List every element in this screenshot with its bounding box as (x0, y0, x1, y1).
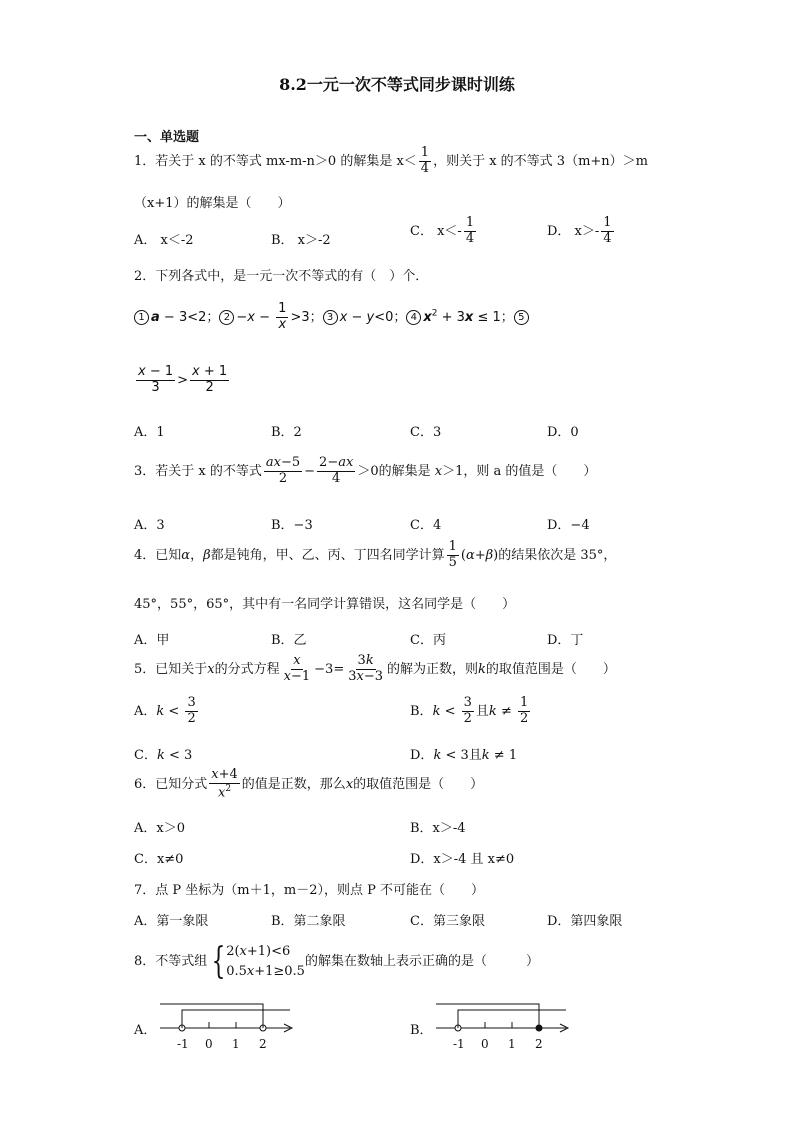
question-4-line-1: 4．已知α，β都是钝角，甲、乙、丙、丁四名同学计算 $\frac{1}{5}$ (α+β)的结果依次是 35°， (134, 539, 617, 570)
svg-text:2: 2 (535, 1037, 543, 1051)
q1-option-a: A． x＜-2 (134, 233, 194, 248)
q1-option-b: B． x＞-2 (271, 233, 331, 248)
q4-option-d: D．丁 (547, 633, 584, 648)
q1-option-d: D． x＞- $\frac{1}{4}$ (547, 215, 612, 246)
question-8-stem: 8．不等式组 { 2(x+1)<6 0.5x+1≥0.5 的解集在数轴上表示正确的是（ ） (134, 940, 539, 982)
q7-option-b: B．第二象限 (271, 914, 346, 929)
question-2-expressions: 1 a − 3<2； 2 −x − $\frac{1}{x}$ >3； 3 x − y<0； 4 $x^2 + 3x \le 1$； 5 (134, 302, 531, 333)
q5-option-b: B．k < $\frac{3}{2}$ 且k ≠ $\frac{1}{2}$ (410, 695, 529, 726)
q5-option-c: C．k < 3 (134, 748, 193, 763)
q2-option-a: A．1 (134, 425, 165, 440)
section-heading: 一、单选题 (134, 130, 200, 145)
question-3-stem: 3．若关于 x 的不等式 $\frac{ax-5}{2}$ − $\frac{2-ax}{4}$ ＞0的解集是 x＞1，则 a 的值是（ ） (134, 455, 597, 486)
question-6-stem: 6．已知分式 $\frac{x+4}{x^2}$ 的值是正数，那么x的取值范围是（ ） (134, 767, 484, 801)
q2-option-b: B．2 (271, 425, 302, 440)
q3-option-b: B．−3 (271, 518, 313, 533)
svg-text:-1: -1 (453, 1037, 465, 1051)
question-2-stem: 2．下列各式中，是一元一次不等式的有（ ）个． (134, 269, 429, 284)
q8-option-b-number-line (426, 998, 576, 1056)
q4-option-a: A．甲 (134, 633, 170, 648)
q7-option-a: A．第一象限 (134, 914, 209, 929)
q6-option-c: C．x≠0 (134, 852, 184, 867)
question-5-stem: 5．已知关于x的分式方程 $\frac{x}{x-1}$ −3= $\frac{3k}{3x-3}$ 的解为正数，则k的取值范围是（ ） (134, 653, 616, 684)
q2-option-c: C．3 (410, 425, 442, 440)
q8-option-a-number-line (150, 998, 300, 1056)
svg-text:1: 1 (232, 1037, 240, 1051)
page-title: 8.2一元一次不等式同步课时训练 (279, 75, 515, 94)
question-7-stem: 7．点 P 坐标为（m＋1，m－2），则点 P 不可能在（ ） (134, 883, 484, 898)
svg-text:1: 1 (508, 1037, 516, 1051)
svg-text:0: 0 (481, 1037, 489, 1051)
svg-text:0: 0 (205, 1037, 213, 1051)
q3-option-d: D．−4 (547, 518, 590, 533)
q6-option-b: B．x＞-4 (410, 821, 466, 836)
q5-option-d: D．k < 3且k ≠ 1 (410, 748, 518, 763)
q7-option-d: D．第四象限 (547, 914, 623, 929)
q1-option-c: C． x＜- $\frac{1}{4}$ (410, 215, 475, 246)
question-1-line-2: （x+1）的解集是（ ） (134, 196, 291, 211)
svg-text:2: 2 (259, 1037, 267, 1051)
question-2-expression-5: $\frac{x - 1}{3}$ > $\frac{x + 1}{2}$ (138, 364, 228, 395)
question-4-line-2: 45°，55°，65°，其中有一名同学计算错误，这名同学是（ ） (134, 597, 516, 612)
question-1-line-1: 1．若关于 x 的不等式 mx-m-n＞0 的解集是 x＜ $\frac{1}{4}$ ，则关于 x 的不等式 3（m+n）＞m (134, 145, 648, 176)
fraction: $\frac{1}{4}$ (420, 145, 430, 176)
q3-option-a: A．3 (134, 518, 165, 533)
q6-option-d: D．x＞-4 且 x≠0 (410, 852, 515, 867)
q4-option-b: B．乙 (271, 633, 307, 648)
q6-option-a: A．x＞0 (134, 821, 185, 836)
q8-option-a-label: A． (134, 1023, 157, 1038)
q7-option-c: C．第三象限 (410, 914, 485, 929)
q4-option-c: C．丙 (410, 633, 446, 648)
svg-text:-1: -1 (177, 1037, 189, 1051)
q5-option-a: A．k < $\frac{3}{2}$ (134, 695, 196, 726)
q3-option-c: C．4 (410, 518, 442, 533)
q8-option-b-label: B． (410, 1023, 433, 1038)
q2-option-d: D．0 (547, 425, 579, 440)
